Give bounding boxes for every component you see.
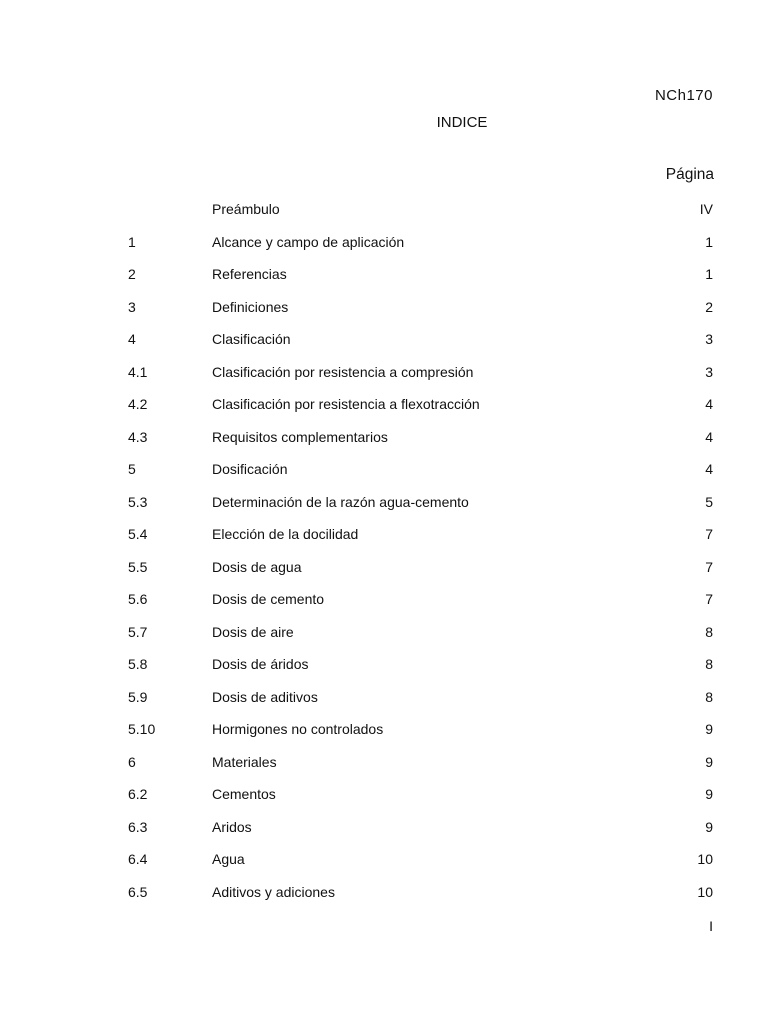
toc-entry-page: 4 [705,396,713,412]
toc-entry-page: 5 [705,493,713,510]
toc-entry [0,718,768,751]
toc-entry [0,621,768,654]
toc-entry-title: Dosis de agua [212,558,302,575]
toc-entry [0,231,768,264]
toc-entry [0,426,768,459]
toc-entry [0,816,768,849]
toc-entry-page: 7 [705,558,713,575]
toc-entry-number: 4.3 [128,428,148,445]
toc-entry-number: 5.7 [128,623,148,640]
toc-entry [0,653,768,686]
toc-entry-number: 5.9 [128,688,148,705]
toc-entry-number: 5.5 [128,558,148,575]
toc-entry-title: Dosis de áridos [212,656,309,672]
toc-entry-page: 2 [705,298,713,315]
toc-entry-title: Alcance y campo de aplicación [212,233,405,250]
toc-entry-title: Aridos [212,818,252,835]
toc-entry-title: Referencias [212,266,287,282]
toc-entry-number: 5 [128,461,136,477]
page-column-header: Página [665,166,714,183]
toc-entry [0,263,768,296]
toc-entry-title: Definiciones [212,298,289,315]
toc-entry-page: 3 [705,331,713,347]
toc-entry-title: Requisitos complementarios [212,428,388,445]
toc-entry [0,458,768,491]
toc-entry-title: Dosis de cemento [212,591,325,607]
toc-entry-page: IV [699,201,713,217]
toc-entry-number: 5.3 [128,493,148,510]
toc-entry-number: 5.6 [128,591,148,607]
toc-entry [0,588,768,621]
toc-entry [0,881,768,914]
toc-entry-number: 6 [128,753,136,770]
toc-entry-title: Dosificación [212,461,288,477]
toc-entry [0,751,768,784]
toc-entry-title: Clasificación por resistencia a compresión [212,363,474,380]
toc-entry-title: Cementos [212,786,276,802]
toc-entry-title: Preámbulo [212,201,280,217]
toc-entry-page: 1 [705,266,713,282]
toc-entry-number: 5.8 [128,656,148,672]
toc-entry-page: 9 [705,721,713,737]
toc-entry-title: Clasificación por resistencia a flexotracción [212,396,480,412]
toc-entry-title: Hormigones no controlados [212,721,384,737]
toc-entry [0,556,768,589]
toc-entry-page: 1 [705,233,713,250]
toc-entry [0,198,768,231]
toc-entry-number: 2 [128,266,136,282]
toc-entry-page: 8 [705,623,713,640]
toc-entry [0,523,768,556]
toc-entry-number: 6.2 [128,786,148,802]
toc-entry-page: 9 [705,786,713,802]
toc-entry-number: 4.1 [128,363,148,380]
document-code: NCh170 [654,87,713,104]
toc-entry [0,361,768,394]
index-title: INDICE [436,114,488,131]
toc-entry-number: 5.4 [128,526,148,542]
toc-entry-page: 9 [705,818,713,835]
toc-entry-page: 7 [705,526,713,542]
toc-entry-title: Clasificación [212,331,291,347]
toc-entry-page: 10 [697,851,713,867]
toc-entry-page: 7 [705,591,713,607]
toc-entry-number: 6.4 [128,851,148,867]
toc-entry-number: 6.3 [128,818,148,835]
toc-entry-page: 8 [705,656,713,672]
toc-entry-title: Dosis de aire [212,623,294,640]
toc-entry-number: 6.5 [128,883,148,900]
table-of-contents [0,198,768,913]
toc-entry-number: 4.2 [128,396,148,412]
toc-entry [0,296,768,329]
toc-entry-page: 10 [697,883,713,900]
toc-entry-title: Determinación de la razón agua-cemento [212,493,469,510]
toc-entry-page: 8 [705,688,713,705]
toc-entry-title: Aditivos y adiciones [212,883,335,900]
toc-entry-number: 1 [128,233,136,250]
toc-entry [0,393,768,426]
toc-entry-title: Materiales [212,753,277,770]
toc-entry [0,783,768,816]
toc-entry-title: Agua [212,851,245,867]
toc-entry-page: 3 [705,363,713,380]
toc-entry [0,491,768,524]
toc-entry-page: 9 [705,753,713,770]
toc-entry-number: 5.10 [128,721,156,737]
toc-entry-page: 4 [705,428,713,445]
toc-entry-title: Dosis de aditivos [212,688,318,705]
toc-entry-number: 4 [128,331,136,347]
toc-entry [0,686,768,719]
toc-entry-page: 4 [705,461,713,477]
toc-entry-title: Elección de la docilidad [212,526,359,542]
page-folio: I [709,918,713,934]
toc-entry [0,848,768,881]
toc-entry [0,328,768,361]
toc-entry-number: 3 [128,298,136,315]
